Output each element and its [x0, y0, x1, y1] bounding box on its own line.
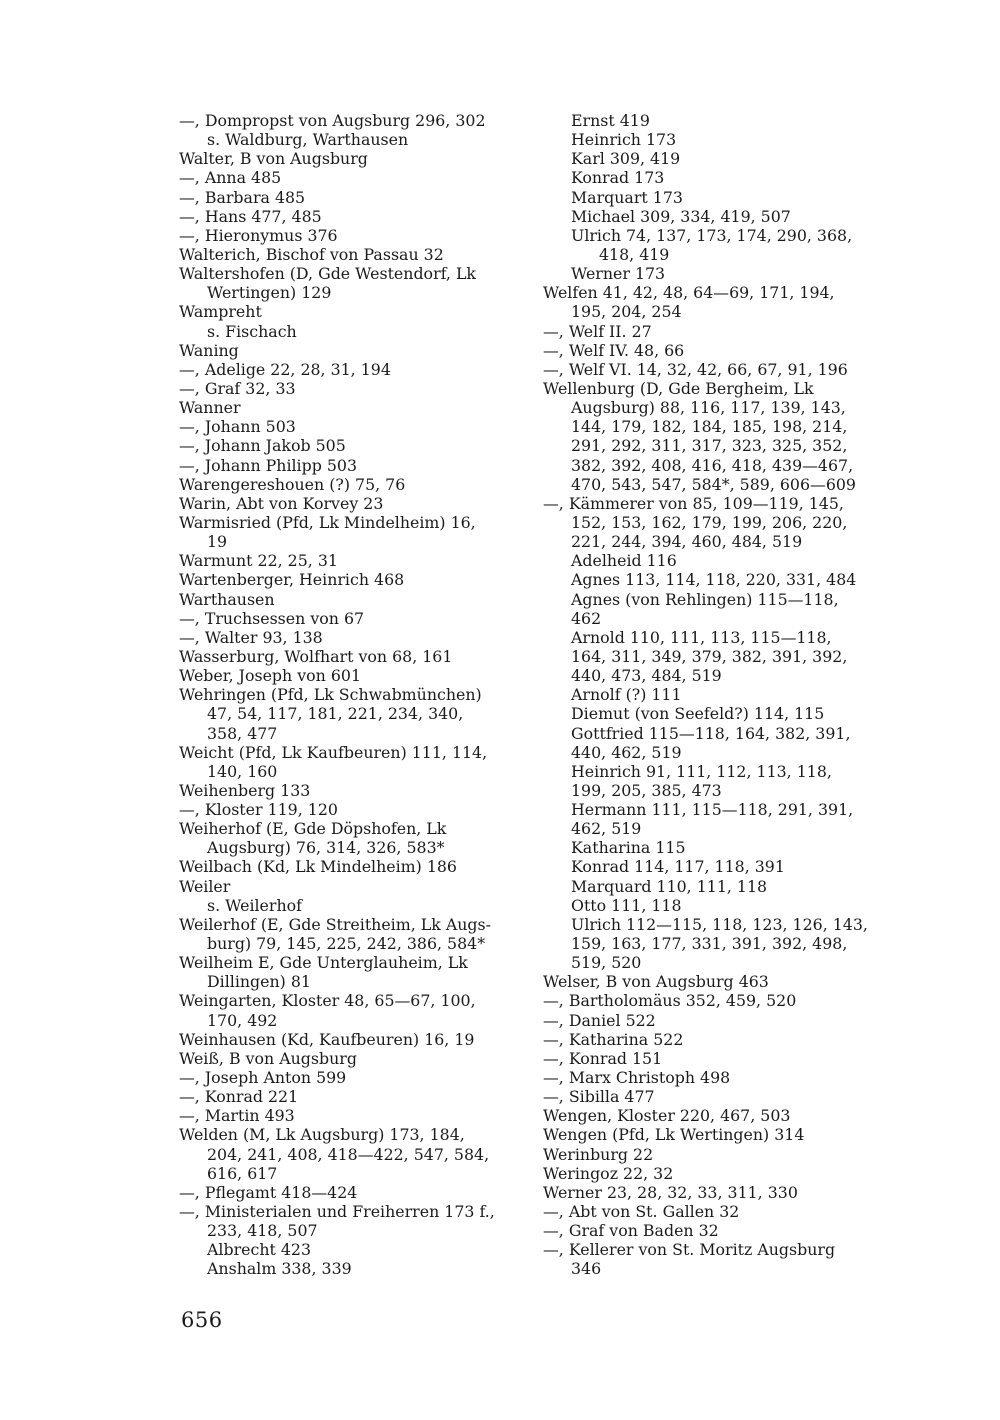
index-entry: Warengereshouen (?) 75, 76 — [179, 474, 406, 494]
index-entry: —, Anna 485 — [179, 168, 282, 188]
index-entry: —, Graf 32, 33 — [179, 378, 296, 398]
index-entry: Agnes (von Rehlingen) 115—118, — [571, 589, 839, 609]
index-entry: 195, 204, 254 — [571, 302, 682, 322]
index-entry: Warmunt 22, 25, 31 — [179, 551, 338, 571]
index-entry: —, Johann 503 — [179, 417, 296, 437]
index-entry: 346 — [571, 1259, 602, 1279]
index-column-left — [179, 111, 524, 1279]
index-entry: Waning — [179, 340, 239, 360]
index-entry: Warthausen — [179, 589, 275, 609]
index-entry: —, Sibilla 477 — [543, 1087, 655, 1107]
index-entry: Arnold 110, 111, 113, 115—118, — [571, 627, 832, 647]
index-entry: —, Joseph Anton 599 — [179, 1068, 347, 1088]
index-entry: —, Kämmerer von 85, 109—119, 145, — [543, 493, 844, 513]
index-entry: 204, 241, 408, 418—422, 547, 584, — [207, 1144, 490, 1164]
index-entry: s. Fischach — [207, 321, 297, 341]
index-entry: —, Pflegamt 418—424 — [179, 1182, 358, 1202]
index-entry: Weilheim E, Gde Unterglauheim, Lk — [179, 953, 468, 973]
index-entry: s. Waldburg, Warthausen — [207, 130, 409, 150]
index-entry: Karl 309, 419 — [571, 149, 681, 169]
index-entry: Augsburg) 76, 314, 326, 583* — [207, 838, 445, 858]
index-entry: Walterich, Bischof von Passau 32 — [179, 244, 444, 264]
index-entry: 164, 311, 349, 379, 382, 391, 392, — [571, 646, 848, 666]
index-entry: Konrad 114, 117, 118, 391 — [571, 857, 785, 877]
index-entry: 47, 54, 117, 181, 221, 234, 340, — [207, 704, 464, 724]
index-entry: 462, 519 — [571, 819, 642, 839]
index-entry: —, Konrad 221 — [179, 1087, 299, 1107]
index-entry: 19 — [207, 532, 228, 552]
index-entry: —, Ministerialen und Freiherren 173 f., — [179, 1202, 495, 1222]
index-entry: Marquart 173 — [571, 187, 683, 207]
index-entry: Weinhausen (Kd, Kaufbeuren) 16, 19 — [179, 1029, 475, 1049]
index-entry: Diemut (von Seefeld?) 114, 115 — [571, 704, 825, 724]
index-entry: 199, 205, 385, 473 — [571, 780, 722, 800]
index-entry: Weicht (Pfd, Lk Kaufbeuren) 111, 114, — [179, 742, 488, 762]
index-entry: Weilerhof (E, Gde Streitheim, Lk Augs- — [179, 914, 491, 934]
index-entry: Welser, B von Augsburg 463 — [543, 972, 769, 992]
index-entry: —, Hieronymus 376 — [179, 225, 338, 245]
index-entry: 440, 473, 484, 519 — [571, 666, 722, 686]
index-entry: —, Welf VI. 14, 32, 42, 66, 67, 91, 196 — [543, 359, 848, 379]
index-entry: 616, 617 — [207, 1163, 278, 1183]
index-entry: Weber, Joseph von 601 — [179, 666, 362, 686]
index-entry: Anshalm 338, 339 — [207, 1259, 352, 1279]
index-entry: Albrecht 423 — [207, 1240, 312, 1260]
index-entry: 144, 179, 182, 184, 185, 198, 214, — [571, 417, 848, 437]
index-entry: Wellenburg (D, Gde Bergheim, Lk — [543, 378, 814, 398]
index-entry: Ulrich 74, 137, 173, 174, 290, 368, — [571, 225, 853, 245]
index-entry: Gottfried 115—118, 164, 382, 391, — [571, 723, 851, 743]
index-entry: Wengen, Kloster 220, 467, 503 — [543, 1106, 791, 1126]
index-entry: —, Katharina 522 — [543, 1029, 684, 1049]
index-entry: Weiherhof (E, Gde Döpshofen, Lk — [179, 819, 447, 839]
index-entry: Weiler — [179, 876, 231, 896]
index-entry: —, Barbara 485 — [179, 187, 306, 207]
index-entry: 152, 153, 162, 179, 199, 206, 220, — [571, 512, 848, 532]
index-entry: Wampreht — [179, 302, 262, 322]
index-entry: —, Dompropst von Augsburg 296, 302 — [179, 111, 486, 130]
index-entry: —, Truchsessen von 67 — [179, 608, 365, 628]
index-entry: —, Hans 477, 485 — [179, 206, 322, 226]
index-entry: Warin, Abt von Korvey 23 — [179, 493, 384, 513]
index-entry: 462 — [571, 608, 602, 628]
index-entry: 140, 160 — [207, 761, 278, 781]
index-entry: Agnes 113, 114, 118, 220, 331, 484 — [571, 570, 857, 590]
index-entry: Welden (M, Lk Augsburg) 173, 184, — [179, 1125, 465, 1145]
index-entry: —, Kloster 119, 120 — [179, 800, 338, 820]
index-entry: s. Weilerhof — [207, 895, 302, 915]
index-entry: Heinrich 173 — [571, 130, 677, 150]
index-entry: Wehringen (Pfd, Lk Schwabmünchen) — [179, 685, 482, 705]
index-entry: Heinrich 91, 111, 112, 113, 118, — [571, 761, 832, 781]
index-entry: Michael 309, 334, 419, 507 — [571, 206, 791, 226]
index-entry: Walter, B von Augsburg — [179, 149, 368, 169]
index-entry: Weiß, B von Augsburg — [179, 1048, 357, 1068]
index-entry: Werinburg 22 — [543, 1144, 654, 1164]
index-entry: —, Konrad 151 — [543, 1048, 663, 1068]
index-entry: 470, 543, 547, 584*, 589, 606—609 — [571, 474, 856, 494]
index-entry: Konrad 173 — [571, 168, 665, 188]
index-entry: 440, 462, 519 — [571, 742, 682, 762]
index-entry: 519, 520 — [571, 953, 642, 973]
index-entry: —, Daniel 522 — [543, 1010, 656, 1030]
index-entry: Weingarten, Kloster 48, 65—67, 100, — [179, 991, 476, 1011]
index-entry: Adelheid 116 — [571, 551, 677, 571]
index-entry: —, Welf IV. 48, 66 — [543, 340, 685, 360]
index-entry: Warmisried (Pfd, Lk Mindelheim) 16, — [179, 512, 476, 532]
index-entry: Welfen 41, 42, 48, 64—69, 171, 194, — [543, 283, 835, 303]
index-entry: —, Martin 493 — [179, 1106, 295, 1126]
index-entry: 358, 477 — [207, 723, 278, 743]
index-entry: 291, 292, 311, 317, 323, 325, 352, — [571, 436, 848, 456]
index-entry: Weihenberg 133 — [179, 780, 311, 800]
index-entry: Wartenberger, Heinrich 468 — [179, 570, 405, 590]
index-entry: 418, 419 — [599, 244, 670, 264]
index-entry: Hermann 111, 115—118, 291, 391, — [571, 800, 854, 820]
index-entry: 233, 418, 507 — [207, 1221, 318, 1241]
index-entry: —, Adelige 22, 28, 31, 194 — [179, 359, 391, 379]
index-entry: 221, 244, 394, 460, 484, 519 — [571, 532, 803, 552]
index-entry: burg) 79, 145, 225, 242, 386, 584* — [207, 934, 486, 954]
index-entry: Wertingen) 129 — [207, 283, 332, 303]
index-entry: —, Walter 93, 138 — [179, 627, 323, 647]
index-entry: 170, 492 — [207, 1010, 278, 1030]
index-entry: —, Bartholomäus 352, 459, 520 — [543, 991, 797, 1011]
index-entry: Augsburg) 88, 116, 117, 139, 143, — [571, 398, 846, 418]
index-entry: Arnolf (?) 111 — [571, 685, 682, 705]
index-entry: Werner 23, 28, 32, 33, 311, 330 — [543, 1182, 798, 1202]
index-entry: 159, 163, 177, 331, 391, 392, 498, — [571, 934, 848, 954]
index-entry: Waltershofen (D, Gde Westendorf, Lk — [179, 264, 477, 284]
index-entry: Weringoz 22, 32 — [543, 1163, 674, 1183]
index-entry: —, Welf II. 27 — [543, 321, 652, 341]
index-entry: —, Marx Christoph 498 — [543, 1068, 731, 1088]
index-entry: Dillingen) 81 — [207, 972, 311, 992]
index-entry: Wanner — [179, 398, 241, 418]
index-entry: Katharina 115 — [571, 838, 686, 858]
index-entry: Marquard 110, 111, 118 — [571, 876, 768, 896]
page-number: 656 — [181, 1308, 223, 1332]
index-entry: Otto 111, 118 — [571, 895, 682, 915]
index-entry: —, Johann Jakob 505 — [179, 436, 346, 456]
index-entry: —, Graf von Baden 32 — [543, 1221, 719, 1241]
index-entry: Wengen (Pfd, Lk Wertingen) 314 — [543, 1125, 805, 1145]
index-entry: Wasserburg, Wolfhart von 68, 161 — [179, 646, 453, 666]
index-entry: —, Abt von St. Gallen 32 — [543, 1202, 740, 1222]
index-entry: —, Johann Philipp 503 — [179, 455, 358, 475]
index-entry: Ulrich 112—115, 118, 123, 126, 143, — [571, 914, 868, 934]
index-entry: Werner 173 — [571, 264, 666, 284]
index-column-right — [543, 111, 888, 1279]
index-entry: —, Kellerer von St. Moritz Augsburg — [543, 1240, 836, 1260]
index-entry: Ernst 419 — [571, 111, 650, 130]
index-entry: 382, 392, 408, 416, 418, 439—467, — [571, 455, 854, 475]
index-entry: Weilbach (Kd, Lk Mindelheim) 186 — [179, 857, 457, 877]
